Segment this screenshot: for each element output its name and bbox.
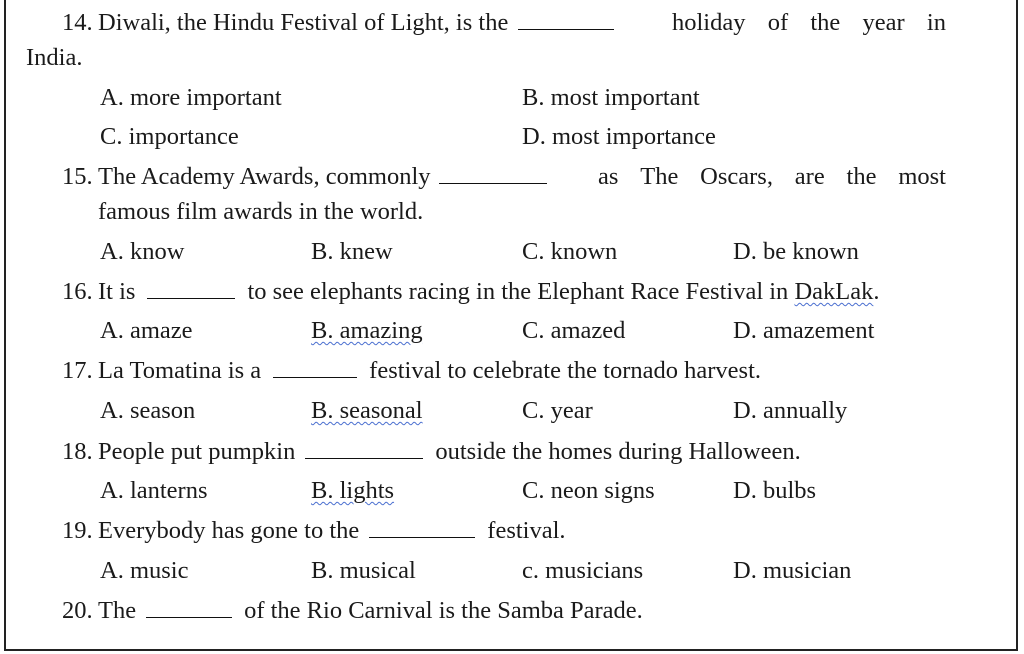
question-text-after: festival. bbox=[487, 517, 566, 544]
word: of bbox=[767, 9, 789, 36]
option-b[interactable]: B. lights bbox=[311, 477, 395, 504]
question-text: Diwali, the Hindu Festival of Light, is the bbox=[98, 9, 509, 36]
question-15-continuation: famous film awards in the world. bbox=[98, 198, 424, 225]
option-a[interactable]: A. more important bbox=[100, 84, 282, 111]
word: are bbox=[794, 163, 825, 190]
question-number: 18. bbox=[62, 438, 93, 465]
word: the bbox=[810, 9, 841, 36]
option-a[interactable]: A. lanterns bbox=[100, 477, 208, 504]
word: Oscars, bbox=[700, 163, 773, 190]
question-20-stem bbox=[62, 596, 643, 626]
question-18-stem bbox=[62, 437, 801, 467]
question-text-after: to see elephants racing in the Elephant Race Festival in bbox=[247, 278, 795, 305]
option-b[interactable]: B. amazing bbox=[311, 317, 423, 344]
question-14-stem-tail bbox=[672, 8, 946, 38]
option-c[interactable]: C. amazed bbox=[522, 317, 626, 344]
word: The bbox=[640, 163, 679, 190]
question-number: 19. bbox=[62, 517, 93, 544]
question-19-stem bbox=[62, 516, 566, 546]
option-a[interactable]: A. know bbox=[100, 238, 185, 265]
option-c[interactable]: C. neon signs bbox=[522, 477, 655, 504]
misspelled-word: DakLak bbox=[794, 278, 874, 305]
question-text: Everybody has gone to the bbox=[98, 517, 360, 544]
option-b[interactable]: B. seasonal bbox=[311, 397, 423, 424]
word: year bbox=[862, 9, 905, 36]
option-c[interactable]: C. year bbox=[522, 397, 593, 424]
option-b[interactable]: B. knew bbox=[311, 238, 393, 265]
question-15-stem-tail bbox=[598, 162, 946, 192]
question-17-stem bbox=[62, 356, 761, 386]
option-c[interactable]: C. importance bbox=[100, 123, 239, 150]
option-d[interactable]: D. musician bbox=[733, 557, 852, 584]
option-a[interactable]: A. music bbox=[100, 557, 189, 584]
question-text: People put pumpkin bbox=[98, 438, 296, 465]
option-d[interactable]: D. annually bbox=[733, 397, 848, 424]
answer-blank bbox=[369, 517, 475, 538]
word: most bbox=[898, 163, 946, 190]
question-number: 17. bbox=[62, 357, 93, 384]
word: the bbox=[846, 163, 877, 190]
answer-blank bbox=[146, 597, 232, 618]
question-text-after: outside the homes during Halloween. bbox=[435, 438, 801, 465]
word: holiday bbox=[672, 9, 746, 36]
question-14-stem bbox=[62, 8, 622, 38]
option-a[interactable]: A. season bbox=[100, 397, 196, 424]
option-a[interactable]: A. amaze bbox=[100, 317, 193, 344]
answer-blank bbox=[518, 9, 614, 30]
question-text: The Academy Awards, commonly bbox=[98, 163, 431, 190]
question-number: 14. bbox=[62, 9, 93, 36]
word: in bbox=[926, 9, 946, 36]
question-text: La Tomatina is a bbox=[98, 357, 262, 384]
option-c[interactable]: C. known bbox=[522, 238, 618, 265]
question-text: It is bbox=[98, 278, 136, 305]
word: as bbox=[598, 163, 619, 190]
answer-blank bbox=[305, 438, 423, 459]
question-text-after: of the Rio Carnival is the Samba Parade. bbox=[244, 597, 643, 624]
answer-blank bbox=[147, 278, 235, 299]
option-d[interactable]: D. be known bbox=[733, 238, 859, 265]
option-d[interactable]: D. most importance bbox=[522, 123, 716, 150]
answer-blank bbox=[439, 163, 547, 184]
option-c[interactable]: c. musicians bbox=[522, 557, 644, 584]
question-14-continuation: India. bbox=[26, 44, 83, 71]
question-text-after: festival to celebrate the tornado harvest. bbox=[369, 357, 762, 384]
question-number: 16. bbox=[62, 278, 93, 305]
punctuation: . bbox=[873, 278, 880, 305]
option-b[interactable]: B. musical bbox=[311, 557, 416, 584]
question-number: 15. bbox=[62, 163, 93, 190]
question-text: The bbox=[98, 597, 137, 624]
question-16-stem bbox=[62, 277, 879, 307]
option-b[interactable]: B. most important bbox=[522, 84, 700, 111]
question-number: 20. bbox=[62, 597, 93, 624]
option-d[interactable]: D. bulbs bbox=[733, 477, 817, 504]
question-15-stem bbox=[62, 162, 555, 192]
answer-blank bbox=[273, 357, 357, 378]
option-d[interactable]: D. amazement bbox=[733, 317, 875, 344]
